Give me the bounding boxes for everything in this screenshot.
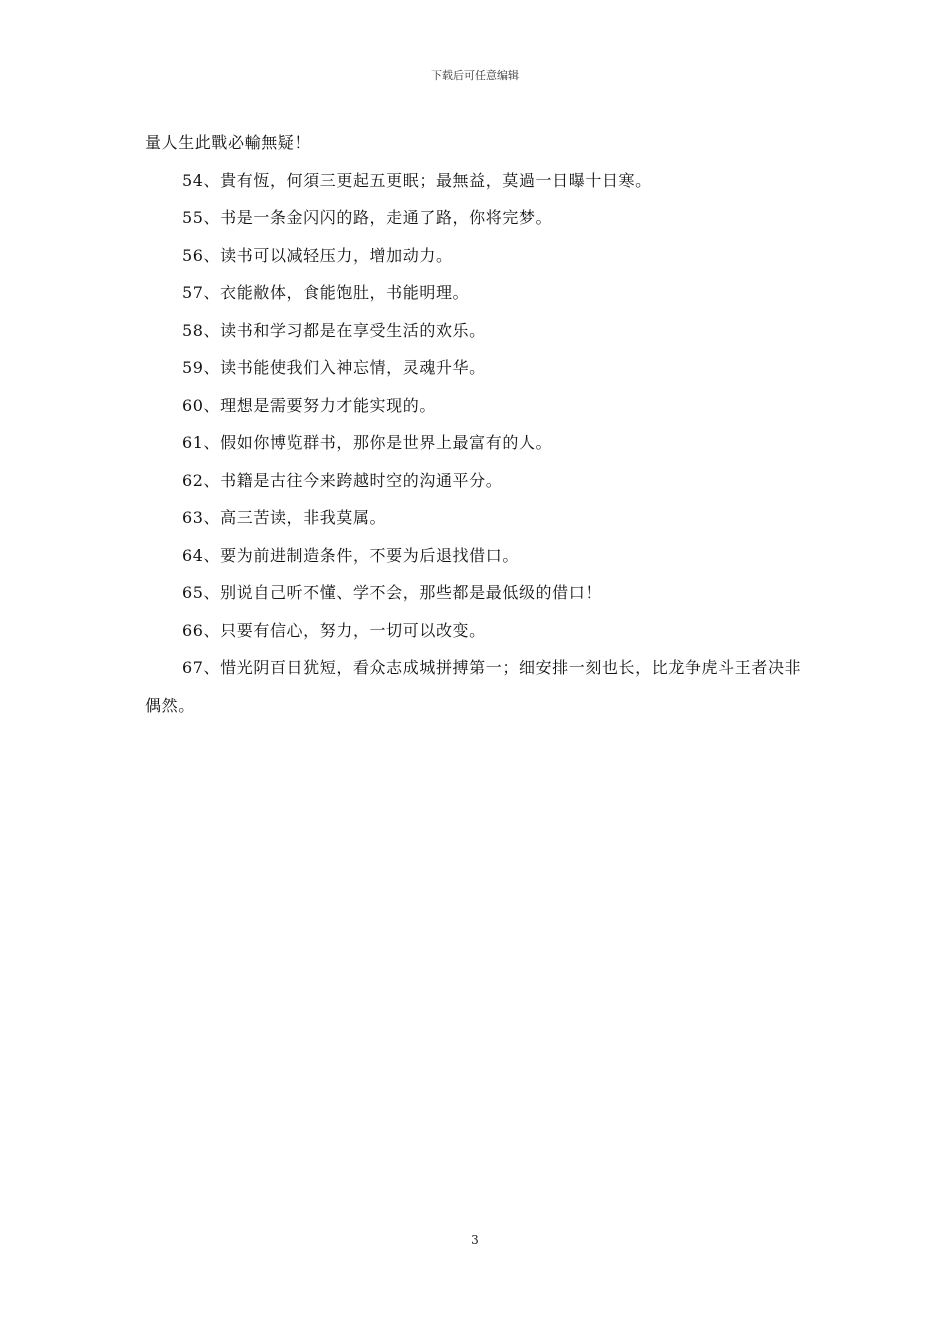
list-item-65: 65、别说自己听不懂、学不会，那些都是最低级的借口！ [182, 583, 602, 602]
page-number: 3 [471, 1233, 479, 1247]
list-item-54: 54、貴有恆，何須三更起五更眠；最無益，莫過一日曝十日寒。 [182, 170, 652, 190]
list-item-59: 59、读书能使我们入神忘情，灵魂升华。 [182, 358, 486, 377]
list-item-55: 55、书是一条金闪闪的路，走通了路，你将完梦。 [182, 208, 553, 227]
list-item-64: 64、要为前进制造条件，不要为后退找借口。 [182, 545, 519, 565]
list-item-60: 60、理想是需要努力才能实现的。 [182, 395, 436, 415]
document-body [145, 124, 815, 724]
list-item-66: 66、只要有信心，努力，一切可以改变。 [182, 620, 486, 640]
page-header: 下载后可任意编辑 [431, 69, 519, 82]
list-item-67: 67、惜光阴百日犹短，看众志成城拼搏第一；细安排一刻也长，比龙争虎斗王者决非偶然。 [145, 658, 802, 715]
list-item-56: 56、读书可以减轻压力，增加动力。 [182, 245, 453, 265]
list-item-58: 58、读书和学习都是在享受生活的欢乐。 [182, 320, 486, 340]
list-item-57: 57、衣能敝体，食能饱肚，书能明理。 [182, 283, 470, 302]
continuation-paragraph: 量人生此戰必輸無疑！ [145, 133, 312, 152]
list-item-62: 62、书籍是古往今来跨越时空的沟通平分。 [182, 470, 503, 490]
list-item-63: 63、高三苦读，非我莫属。 [182, 508, 387, 527]
list-item-61: 61、假如你博览群书，那你是世界上最富有的人。 [182, 433, 553, 452]
